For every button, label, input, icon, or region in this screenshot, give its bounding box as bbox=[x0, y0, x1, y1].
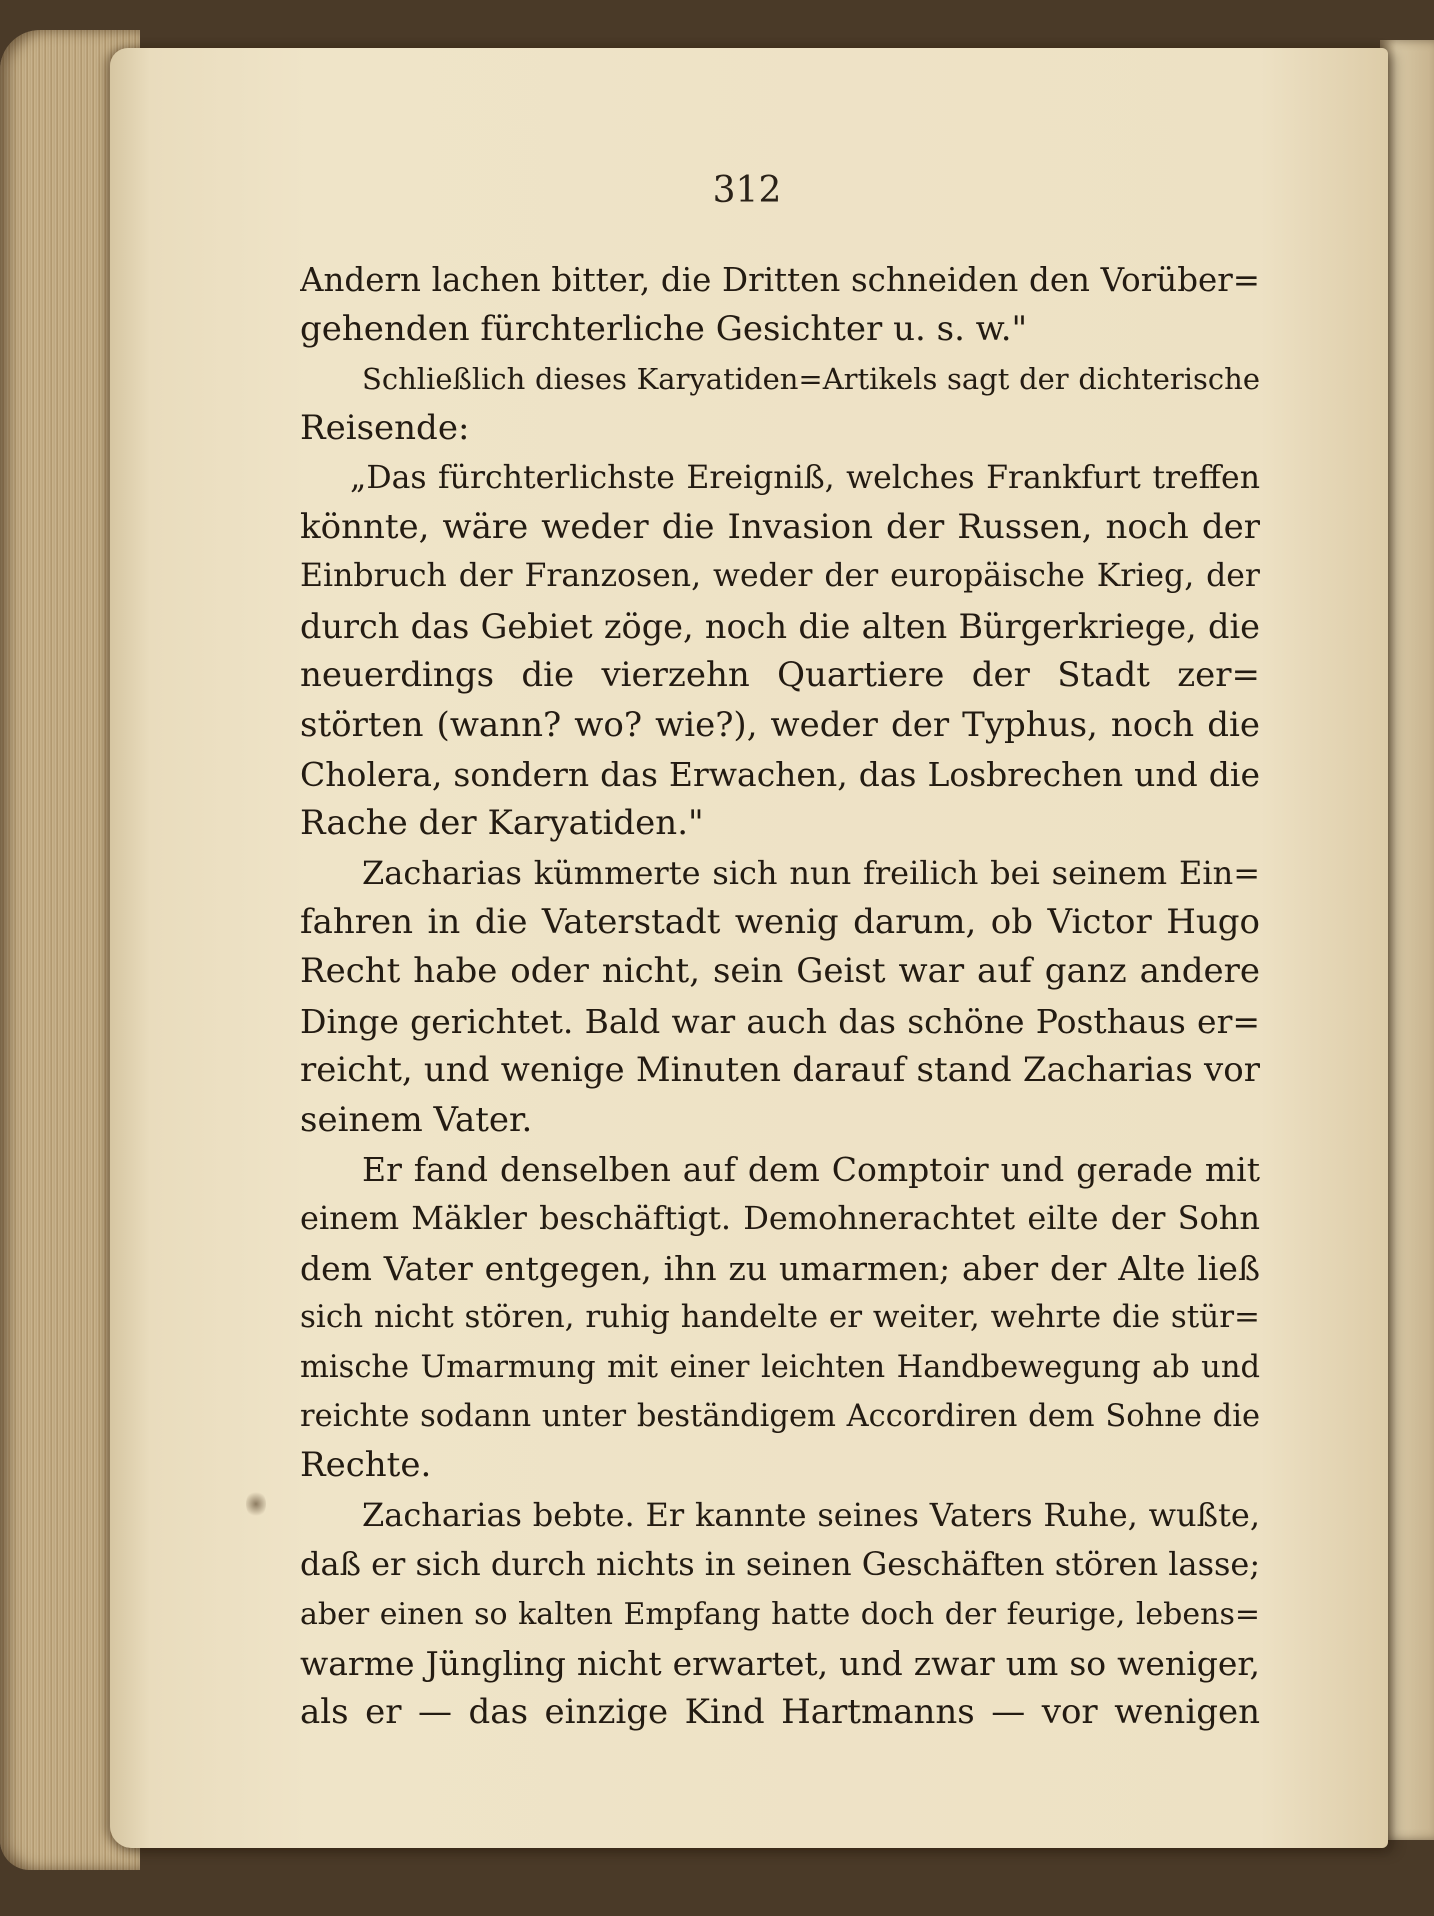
text-line: gehenden fürchterliche Gesichter u. s. w." bbox=[300, 309, 1028, 350]
text-line: Reisende: bbox=[300, 408, 470, 449]
text-line: könnte, wäre weder die Invasion der Russen, noch der bbox=[300, 506, 1260, 547]
text-line: dem Vater entgegen, ihn zu umarmen; aber der Alte ließ bbox=[300, 1248, 1260, 1288]
text-line: Rache der Karyatiden." bbox=[300, 803, 704, 844]
text-line: „Das fürchterlichste Ereigniß, welches Frankfurt treffen bbox=[350, 459, 1260, 496]
text-line: fahren in die Vaterstadt wenig darum, ob Victor Hugo bbox=[300, 902, 1260, 943]
text-line: störten (wann? wo? wie?), weder der Typhus, noch die bbox=[300, 704, 1260, 745]
text-line: Einbruch der Franzosen, weder der europäische Krieg, der bbox=[300, 558, 1260, 595]
text-line: Zacharias bebte. Er kannte seines Vaters Ruhe, wußte, bbox=[362, 1495, 1260, 1534]
text-line: sich nicht stören, ruhig handelte er weiter, wehrte die stür= bbox=[300, 1299, 1260, 1336]
page-number: 312 bbox=[712, 170, 782, 211]
ink-stain bbox=[246, 1490, 266, 1518]
text-line: daß er sich durch nichts in seinen Geschäften stören lasse; bbox=[300, 1545, 1260, 1584]
text-line: reichte sodann unter beständigem Accordiren dem Sohne die bbox=[300, 1398, 1260, 1434]
text-line: Dinge gerichtet. Bald war auch das schöne Posthaus er= bbox=[300, 1001, 1260, 1041]
text-line: Recht habe oder nicht, sein Geist war auf ganz andere bbox=[300, 951, 1260, 992]
text-line: reicht, und wenige Minuten darauf stand Zacharias vor bbox=[300, 1050, 1260, 1091]
text-line: warme Jüngling nicht erwartet, und zwar um so weniger, bbox=[300, 1643, 1260, 1683]
text-line: als er — das einzige Kind Hartmanns — vor wenigen bbox=[300, 1692, 1260, 1733]
text-line: seinem Vater. bbox=[300, 1099, 533, 1140]
text-line: Schließlich dieses Karyatiden=Artikels sagt der dichterische bbox=[362, 361, 1260, 396]
text-line: mische Umarmung mit einer leichten Handbewegung ab und bbox=[300, 1349, 1260, 1385]
text-line: Rechte. bbox=[300, 1445, 432, 1486]
next-page-edge bbox=[1380, 40, 1434, 1840]
text-line: aber einen so kalten Empfang hatte doch der feurige, lebens= bbox=[300, 1596, 1260, 1632]
text-line: Andern lachen bitter, die Dritten schneiden den Vorüber= bbox=[300, 261, 1260, 299]
text-line: durch das Gebiet zöge, noch die alten Bürgerkriege, die bbox=[300, 606, 1260, 646]
text-line: einem Mäkler beschäftigt. Demohnerachtet eilte der Sohn bbox=[300, 1199, 1260, 1238]
text-line: Cholera, sondern das Erwachen, das Losbrechen und die bbox=[300, 754, 1260, 794]
page-text bbox=[300, 256, 1260, 1738]
text-line: Er fand denselben auf dem Comptoir und gerade mit bbox=[362, 1150, 1260, 1190]
text-line: neuerdings die vierzehn Quartiere der Stadt zer= bbox=[300, 655, 1260, 696]
text-line: Zacharias kümmerte sich nun freilich bei seinem Ein= bbox=[362, 853, 1260, 892]
